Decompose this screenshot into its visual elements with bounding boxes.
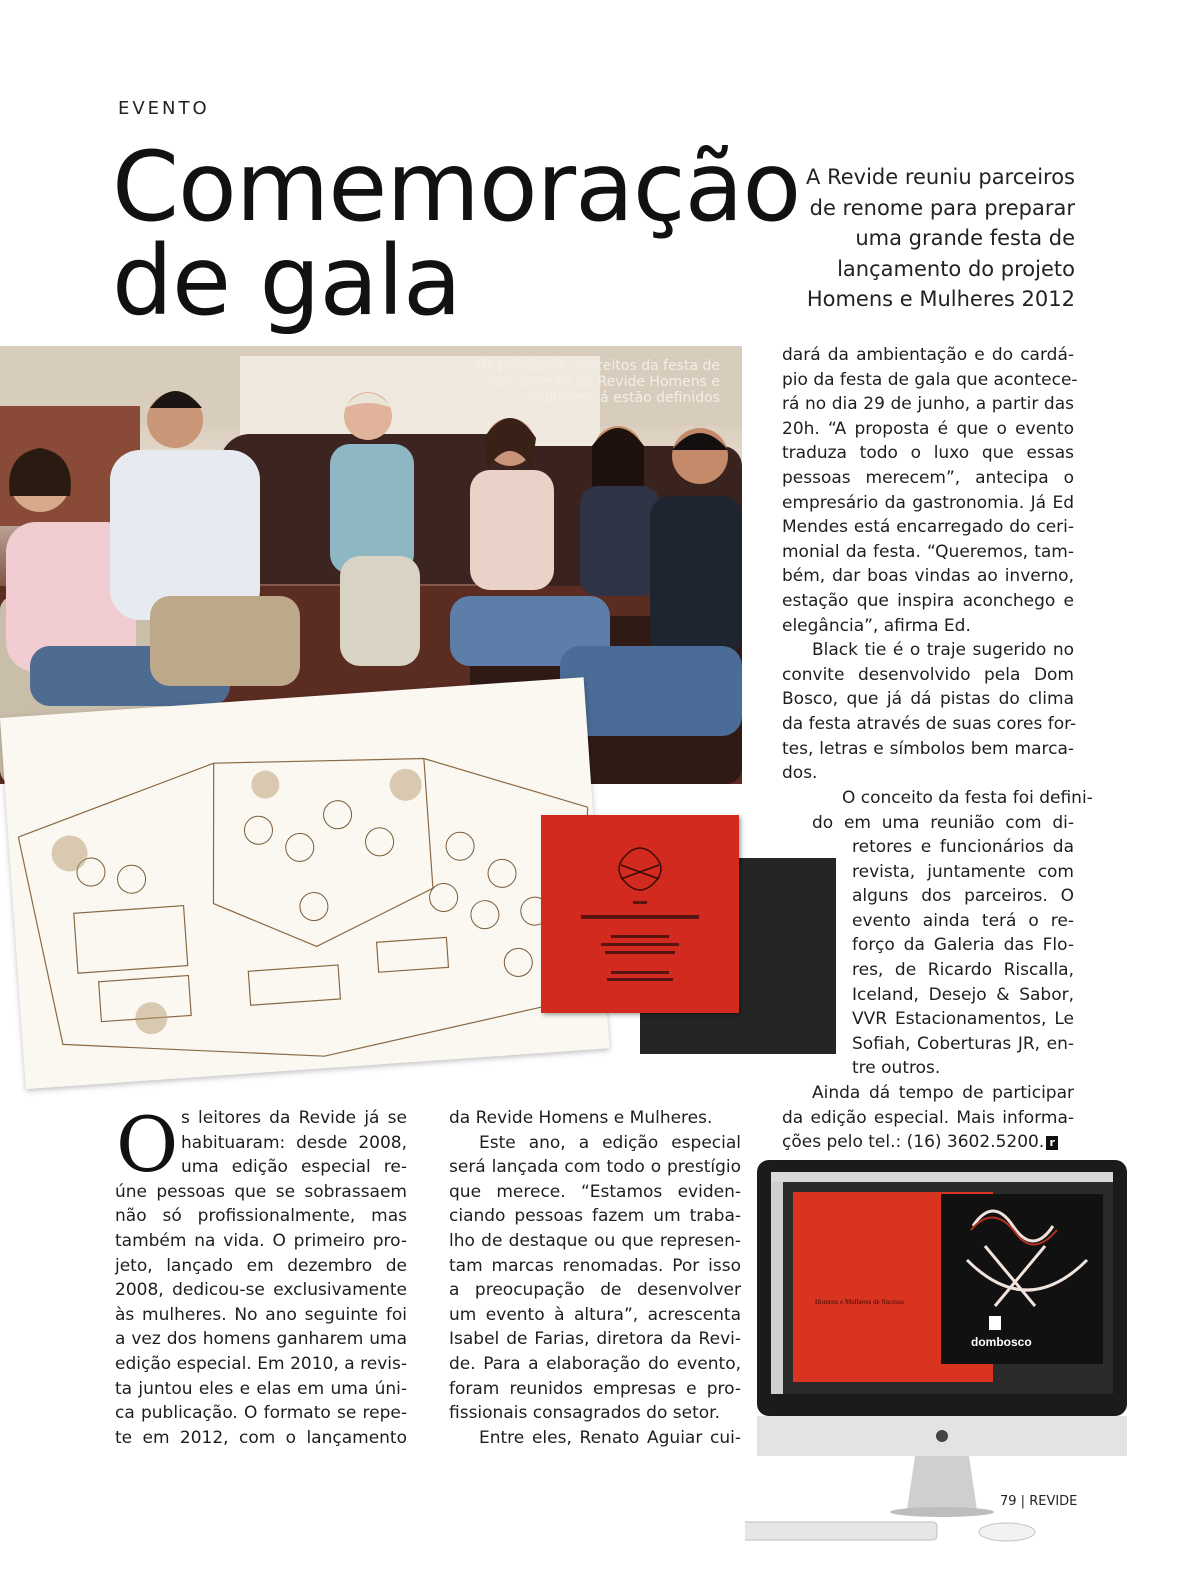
body-line: pessoas merecem”, antecipa o (782, 467, 1074, 488)
body-line: te em 2012, com o lançamento (115, 1427, 407, 1448)
body-line-text: ções pelo tel.: (16) 3602.5200. (782, 1132, 1045, 1153)
body-line: úne pessoas que se sobrassaem (115, 1181, 407, 1202)
headline (112, 131, 801, 337)
headline-line-2: de gala (112, 225, 461, 337)
body-line: jeto, lançado em dezembro de (115, 1255, 407, 1276)
body-line: um evento à altura”, acrescenta (449, 1304, 741, 1325)
magazine-name: REVIDE (1029, 1494, 1078, 1509)
body-column-3-inset (812, 786, 1093, 835)
body-line: s leitores da Revide já se (181, 1108, 407, 1128)
drop-cap: O (116, 1100, 179, 1189)
deck-subtitle (790, 162, 1075, 315)
body-line: Black tie é o traje sugerido no (812, 640, 1074, 661)
body-line: 2008, dedicou-se exclusivamente (115, 1280, 407, 1301)
venue-sketch (0, 677, 610, 1089)
page-number: 79 (1000, 1494, 1017, 1509)
body-column-3-narrow (852, 835, 1074, 1081)
body-line: a preocupação de desenvolver (449, 1280, 741, 1301)
body-line: Ainda dá tempo de participar (812, 1083, 1074, 1103)
body-line: não só profissionalmente, mas (115, 1206, 407, 1227)
body-line (782, 1130, 1074, 1155)
body-line: Este ano, a edição especial (479, 1132, 741, 1153)
body-line: será lançada com todo o prestígio (449, 1157, 741, 1178)
revide-end-mark-icon: r (1046, 1136, 1058, 1150)
body-line: também na vida. O primeiro pro- (115, 1230, 407, 1251)
body-line: tam marcas renomadas. Por isso (449, 1255, 741, 1276)
body-line: O conceito da festa foi defini- (842, 788, 1093, 808)
deck-line: de renome para preparar (809, 195, 1075, 220)
body-line: foram reunidos empresas e pro- (449, 1378, 741, 1399)
body-line: Iceland, Desejo & Sabor, (852, 984, 1074, 1005)
body-line: bém, dar boas vindas ao inverno, (782, 566, 1074, 587)
venue-sketch-illustration (0, 677, 610, 1089)
body-line: Bosco, que já dá pistas do clima (782, 689, 1074, 710)
deck-line: A Revide reuniu parceiros (806, 165, 1075, 189)
body-line: alguns dos parceiros. O (852, 886, 1074, 907)
photo-caption (440, 358, 720, 406)
body-line: convite desenvolvido pela Dom (782, 664, 1074, 685)
body-line: do em uma reunião com di- (812, 812, 1074, 833)
invitation-monogram-illustration (541, 815, 739, 1013)
body-line: ta juntou eles e elas em uma úni- (115, 1378, 407, 1399)
body-line: VVR Estacionamentos, Le (852, 1009, 1074, 1030)
body-line: lho de destaque ou que represen- (449, 1230, 741, 1251)
body-line: traduza todo o luxo que essas (782, 443, 1074, 464)
body-line: da Revide Homens e Mulheres. (449, 1108, 713, 1128)
body-line: estação que inspira aconchego e (782, 590, 1074, 611)
body-line: revista, juntamente com (852, 861, 1074, 882)
body-line: de. Para a elaboração do evento, (449, 1353, 741, 1374)
body-column-1 (115, 1100, 407, 1450)
body-line: pio da festa de gala que acontece- (782, 369, 1078, 390)
screen-invite-names: Homens e Mulheres de Sucesso (815, 1298, 905, 1306)
body-line: rá no dia 29 de junho, a partir das (782, 394, 1074, 415)
caption-line: Os principais conceitos da festa de (475, 358, 720, 374)
body-column-3-lower (782, 1081, 1074, 1155)
body-line: Mendes está encarregado do ceri- (782, 517, 1074, 538)
headline-line-1: Comemoração (112, 131, 801, 243)
body-line: tes, letras e símbolos bem marca- (782, 738, 1074, 759)
body-line: ciando pessoas fazem um traba- (449, 1206, 741, 1227)
body-line: empresário da gastronomia. Já Ed (782, 492, 1074, 513)
caption-line: lançamento da Revide Homens e (488, 374, 720, 390)
body-line: elegância”, afirma Ed. (782, 615, 971, 636)
deck-line: Homens e Mulheres 2012 (806, 287, 1075, 311)
deck-line: uma grande festa de (855, 226, 1075, 250)
body-line: res, de Ricardo Riscalla, (852, 959, 1074, 980)
body-line: Entre eles, Renato Aguiar cui- (479, 1427, 741, 1448)
body-line: da festa através de suas cores for- (782, 713, 1077, 734)
deck-line: lançamento do projeto (837, 256, 1075, 281)
body-line: ca publicação. O formato se repe- (115, 1403, 407, 1424)
body-line: habituaram: desde 2008, (181, 1132, 407, 1153)
section-label: EVENTO (118, 98, 210, 119)
body-line: às mulheres. No ano seguinte foi (115, 1304, 407, 1325)
body-line: 20h. “A proposta é que o evento (782, 418, 1074, 439)
body-line: retores e funcionários da (852, 837, 1074, 857)
body-line: forço da Galeria das Flo- (852, 935, 1074, 956)
body-line: edição especial. Em 2010, a revis- (115, 1353, 407, 1374)
body-line: a vez dos homens ganharem uma (115, 1329, 407, 1350)
body-line: Sofiah, Coberturas JR, en- (852, 1033, 1074, 1054)
caption-line: Mulheres já estão definidos (528, 390, 720, 406)
body-line: Isabel de Farias, diretora da Revi- (449, 1329, 741, 1350)
body-line: dará da ambientação e do cardá- (782, 345, 1074, 365)
invitation-front-card (541, 815, 739, 1013)
body-line: da edição especial. Mais informa- (782, 1107, 1074, 1128)
body-line: tre outros. (852, 1058, 941, 1079)
brand-text: dombosco (971, 1335, 1032, 1349)
body-line: monial da festa. “Queremos, tam- (782, 541, 1074, 562)
body-line: uma edição especial re- (181, 1157, 407, 1178)
body-column-3-upper (782, 343, 1078, 786)
body-column-2 (449, 1106, 741, 1450)
body-line: fissionais consagrados do setor. (449, 1403, 720, 1424)
body-line: dos. (782, 763, 818, 784)
body-line: que merece. “Estamos eviden- (449, 1181, 741, 1202)
page-folio: 79 | REVIDE (1000, 1494, 1078, 1509)
body-line: evento ainda terá o re- (852, 910, 1074, 931)
